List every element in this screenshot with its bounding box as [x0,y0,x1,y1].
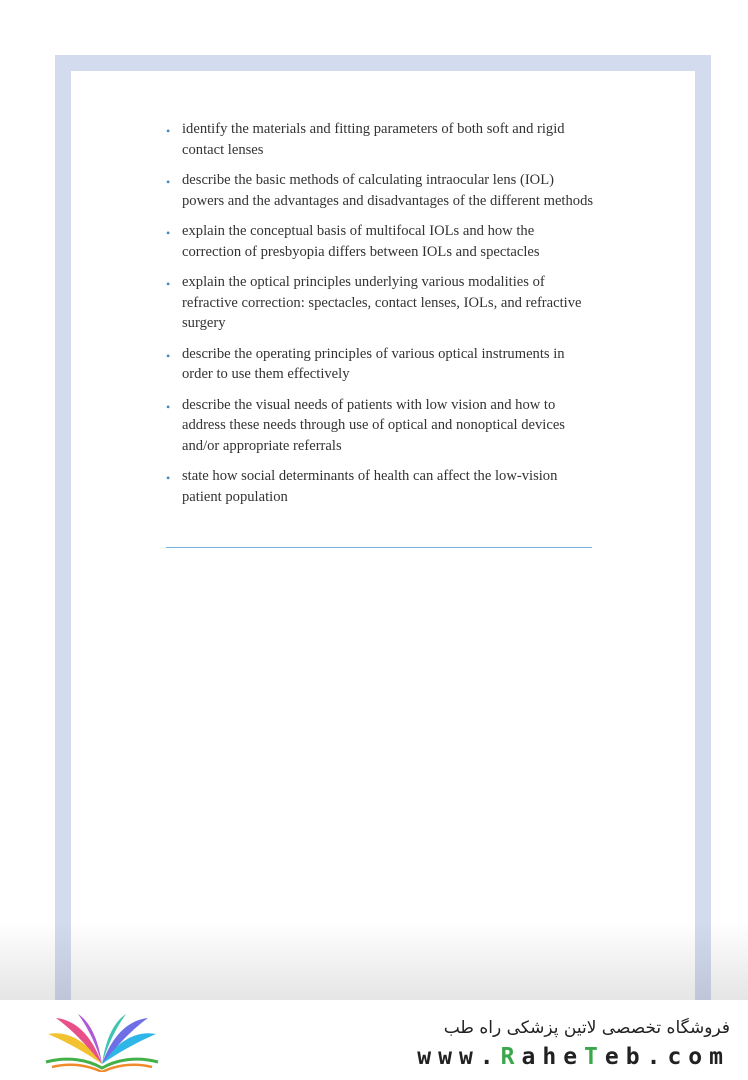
bullet-icon: • [166,277,171,291]
bullet-icon: • [166,348,171,363]
list-item-text: describe the basic methods of calculating intraocular lens (IOL) powers and the advantages and disadvantages of the different methods [182,172,594,209]
section-divider [166,547,592,548]
bullet-icon: • [166,471,171,485]
objectives-list [166,119,596,517]
store-brand [417,1016,730,1070]
list-item-text: identify the materials and fitting parameters of both soft and rigid contact lenses [182,121,565,158]
list-item [166,395,596,457]
list-item [166,272,596,334]
list-item [166,119,596,160]
list-item [166,466,596,507]
page-shadow [0,920,748,1000]
list-item [166,170,596,211]
list-item-text: describe the visual needs of patients with low vision and how to address these needs through use of optical and nonoptical devices and/or appropriate referrals [182,396,565,454]
bullet-icon: • [166,124,171,138]
list-item [166,344,596,385]
list-item [166,221,596,262]
store-url[interactable]: www.RaheTeb.com [417,1044,730,1070]
list-item-text: state how social determinants of health can affect the low-vision patient population [182,468,558,505]
page-frame [55,55,711,1005]
watermark-footer [0,1000,748,1080]
bullet-icon: • [166,226,171,240]
open-book-rainbow-icon [42,1012,162,1072]
bullet-icon: • [166,175,171,189]
list-item-text: explain the optical principles underlying various modalities of refractive correction: spectacles, contact lenses, IOLs, and refractive surgery [182,274,582,331]
store-name: فروشگاه تخصصی لاتین پزشکی راه طب [443,1018,730,1038]
document-page [71,71,695,1005]
list-item-text: describe the operating principles of various optical instruments in order to use them effectively [182,345,565,382]
list-item-text: explain the conceptual basis of multifocal IOLs and how the correction of presbyopia differs between IOLs and spectacles [182,223,540,260]
bullet-icon: • [166,399,171,414]
